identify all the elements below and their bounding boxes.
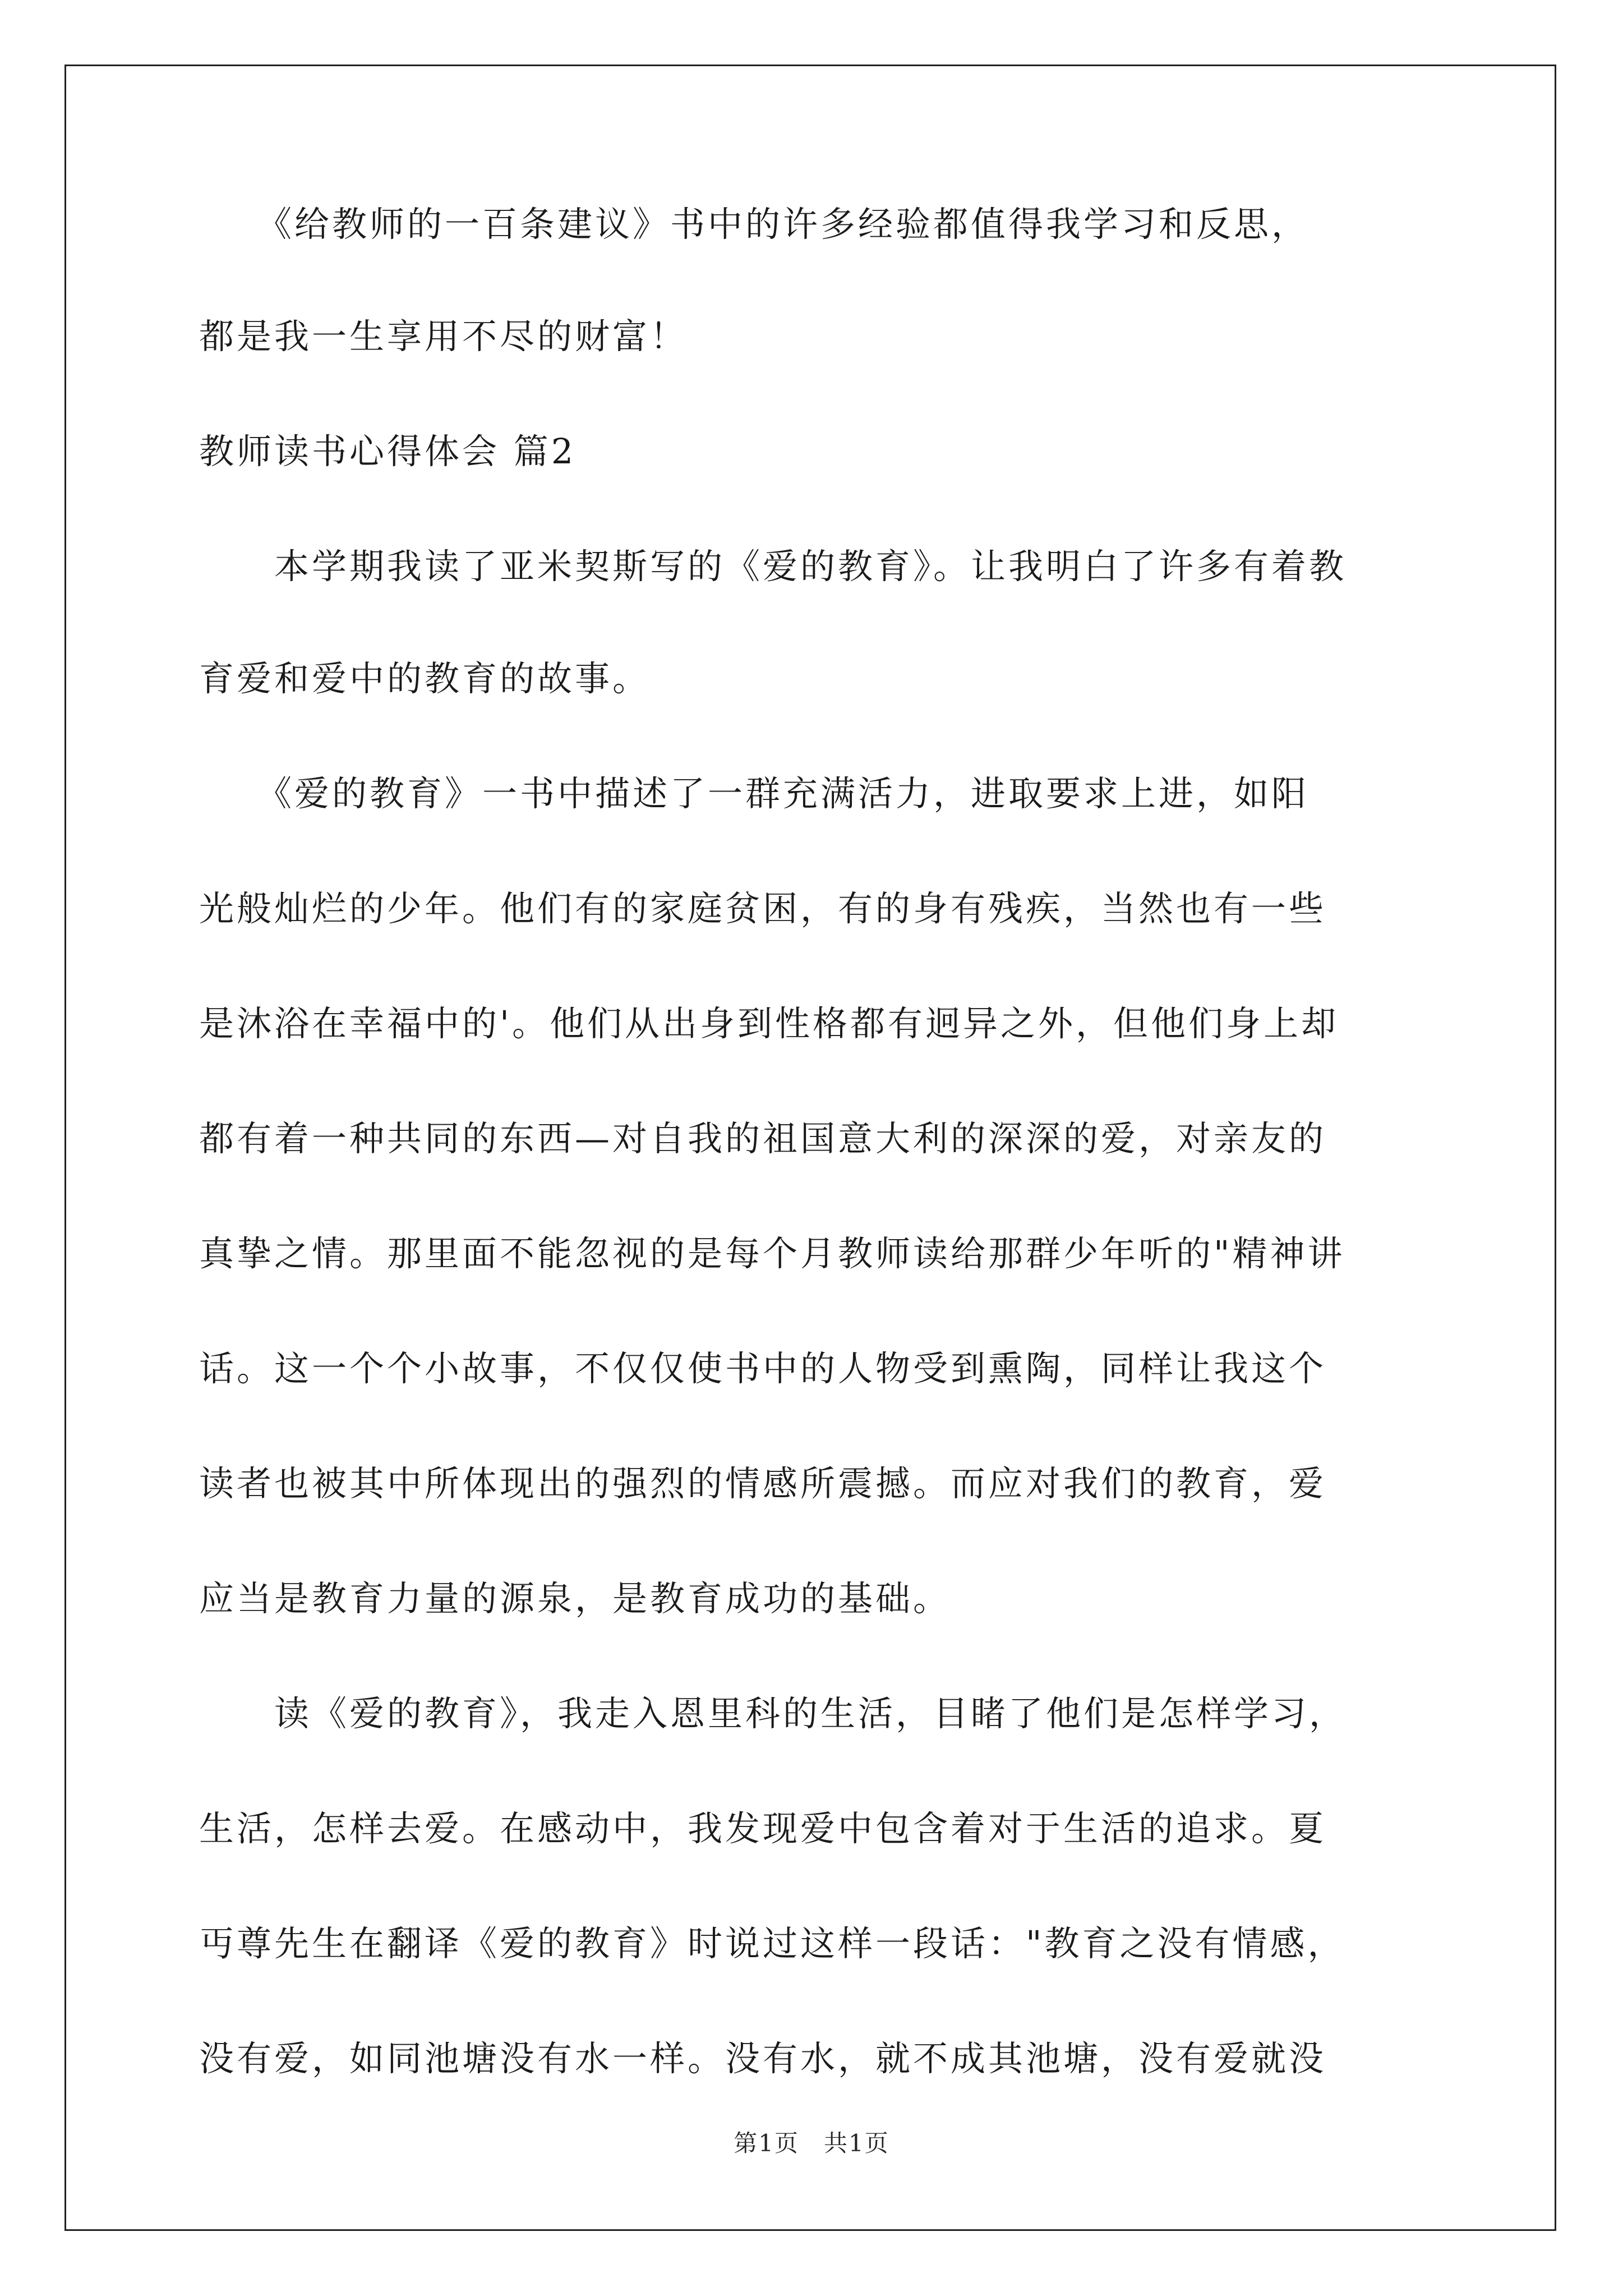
text-line: 应当是教育力量的源泉，是教育成功的基础。 [199,1578,951,1619]
text-line: 读者也被其中所体现出的强烈的情感所震撼。而应对我们的教育，爱 [199,1463,1327,1504]
text-line: 丏尊先生在翻译《爱的教育》时说过这样一段话："教育之没有情感， [199,1923,1345,1964]
page-footer: 第1页 共1页 [734,2129,889,2157]
text-line: 读《爱的教育》，我走入恩里科的生活，目睹了他们是怎样学习， [199,1693,1347,1734]
text-line: 育爱和爱中的教育的故事。 [199,658,651,699]
text-line: 都有着一种共同的东西—对自我的祖国意大利的深深的爱，对亲友的 [199,1118,1327,1159]
text-line: 《给教师的一百条建议》书中的许多经验都值得我学习和反思， [199,204,1310,245]
text-line: 光般灿烂的少年。他们有的家庭贫困，有的身有残疾，当然也有一些 [199,888,1327,929]
text-line: 是沐浴在幸福中的'。他们从出身到性格都有迥异之外，但他们身上却 [199,1003,1339,1044]
text-line: 话。这一个个小故事，不仅仅使书中的人物受到熏陶，同样让我这个 [199,1348,1327,1389]
text-line: 都是我一生享用不尽的财富！ [199,316,688,357]
text-line: 没有爱，如同池塘没有水一样。没有水，就不成其池塘，没有爱就没 [199,2038,1327,2079]
text-line: 《爱的教育》一书中描述了一群充满活力，进取要求上进，如阳 [199,773,1310,814]
section-heading: 教师读书心得体会 篇2 [199,431,577,472]
text-line: 真挚之情。那里面不能忽视的是每个月教师读给那群少年听的"精神讲 [199,1233,1345,1274]
text-line: 本学期我读了亚米契斯写的《爱的教育》。让我明白了许多有着教 [199,546,1347,587]
text-line: 生活，怎样去爱。在感动中，我发现爱中包含着对于生活的追求。夏 [199,1808,1327,1849]
